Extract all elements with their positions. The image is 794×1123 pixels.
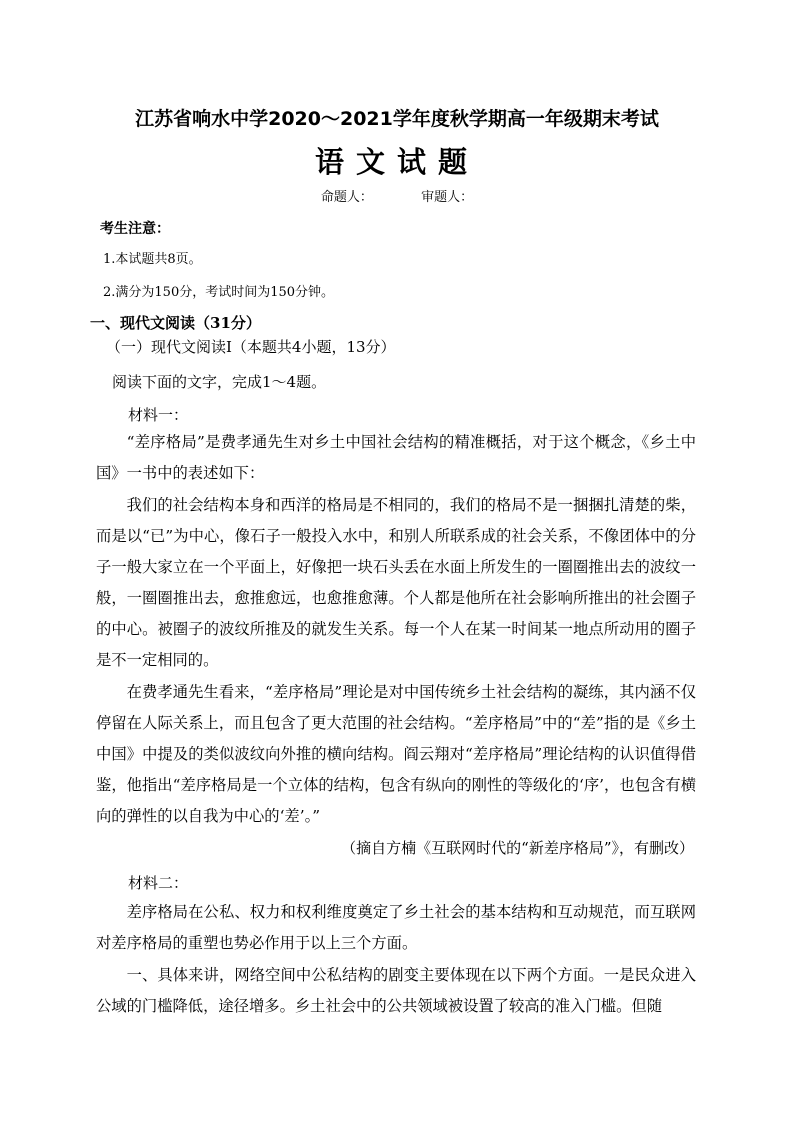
material1-source: （摘自方楠《互联网时代的“新差序格局”》，有删改） — [341, 839, 694, 857]
authors-line — [0, 186, 794, 205]
notice-heading: 考生注意： — [100, 221, 170, 237]
material1-paragraph-3: 在费孝通先生看来，“差序格局”理论是对中国传统乡土社会结构的凝练，其内涵不仅停留在人际关系上，而且包含了更大范围的社会结构。“差序格局”中的“差”指的是《乡土中国》中提及的类似波纹向外推的横向结构。阎云翔对“差序格局”理论结构的认识值得借鉴，他指出“差序格局是一个立体的结构，包含有纵向的刚性的等级化的‘序’，也包含有横向的弹性的以自我为中心的‘差’。” — [96, 683, 696, 825]
material1-paragraph-2: 我们的社会结构本身和西洋的格局是不相同的，我们的格局不是一捆捆扎清楚的柴，而是以“已”为中心，像石子一般投入水中，和别人所联系成的社会关系，不像团体中的分子一般大家立在一个平面上，好像把一块石头丢在水面上所发生的一圈圈推出去的波纹一般，一圈圈推出去，愈推愈远，也愈推愈薄。个人都是他所在社会影响所推出的社会圈子的中心。被圈子的波纹所推及的就发生关系。每一个人在某一时间某一地点所动用的圈子是不一定相同的。 — [96, 496, 696, 669]
notice-item-1: 1.本试题共8页。 — [103, 252, 202, 267]
setter-label: 命题人： — [320, 190, 373, 205]
instruction-text: 阅读下面的文字，完成1～4题。 — [112, 373, 327, 391]
material2-paragraph-2: 一、具体来讲，网络空间中公私结构的剧变主要体现在以下两个方面。一是民众进入公域的门槛降低，途径增多。乡土社会中的公共领域被设置了较高的准入门槛。但随 — [96, 966, 696, 1015]
section-heading: 一、现代文阅读（31分） — [90, 314, 261, 332]
subject-title: 语文试题 — [314, 145, 479, 179]
material1-paragraph-1: “差序格局”是费孝通先生对乡土中国社会结构的精准概括，对于这个概念，《乡土中国》一书中的表述如下： — [96, 433, 696, 482]
exam-title: 江苏省响水中学2020～2021学年度秋学期高一年级期末考试 — [135, 108, 659, 130]
reviewer-label: 审题人： — [421, 190, 474, 205]
material2-paragraph-1: 差序格局在公私、权力和权利维度奠定了乡土社会的基本结构和互动规范，而互联网对差序格局的重塑也势必作用于以上三个方面。 — [96, 903, 696, 952]
notice-item-2: 2.满分为150分，考试时间为150分钟。 — [103, 285, 335, 300]
subsection-heading: （一）现代文阅读Ⅰ（本题共4小题，13分） — [106, 338, 396, 356]
material2-label: 材料二： — [128, 874, 189, 892]
material1-label: 材料一： — [128, 406, 189, 424]
